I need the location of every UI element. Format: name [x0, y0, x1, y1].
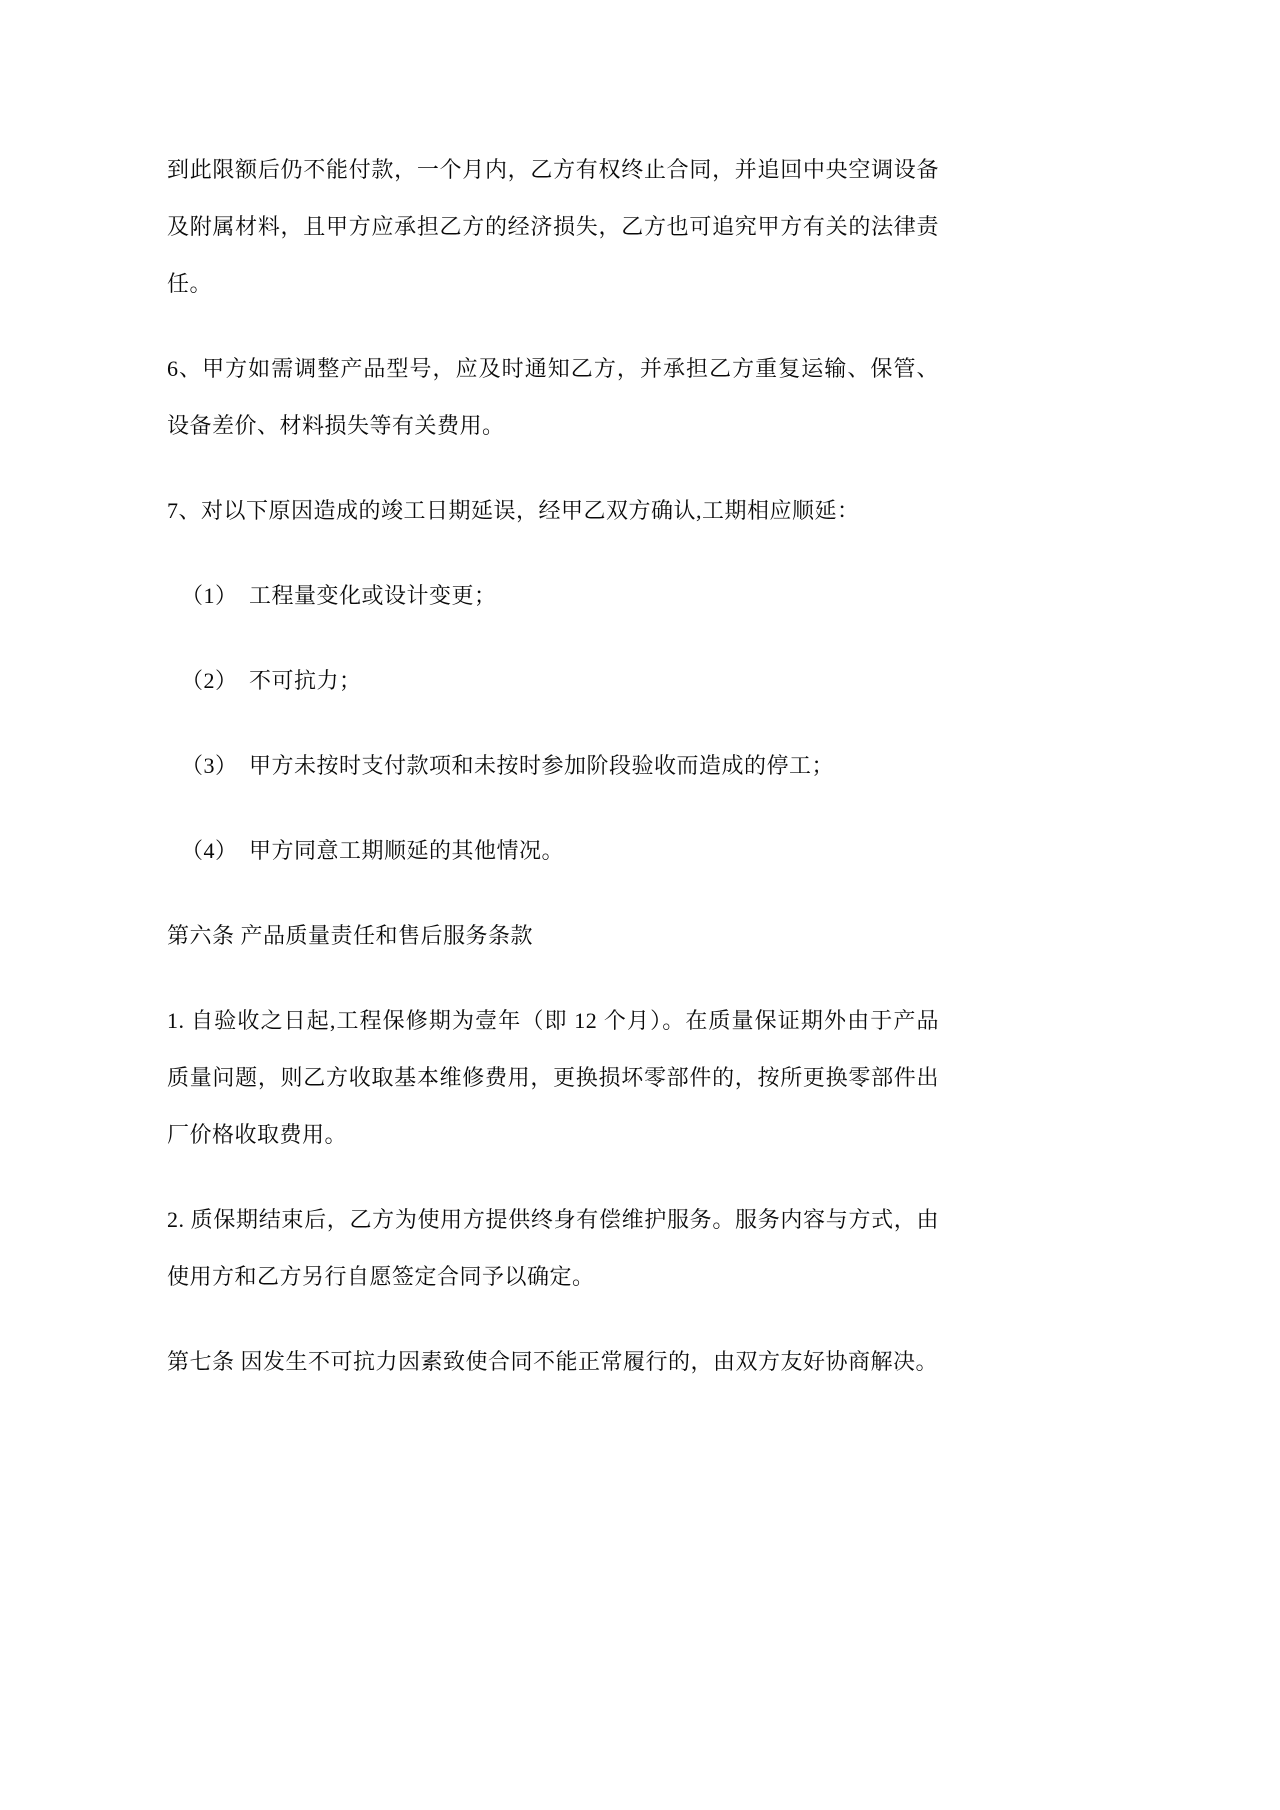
paragraph-payment-breach-clause: 到此限额后仍不能付款，一个月内，乙方有权终止合同，并追回中央空调设备及附属材料，且甲方应承担乙方的经济损失，乙方也可追究甲方有关的法律责任。 [167, 157, 939, 296]
section-heading-article-6: 第六条 产品质量责任和售后服务条款 [167, 923, 534, 948]
paragraph-clause-6-model-adjustment: 6、甲方如需调整产品型号，应及时通知乙方，并承担乙方重复运输、保管、设备差价、材料损失等有关费用。 [167, 356, 939, 438]
list-item-1-scope-change: （1） 工程量变化或设计变更； [181, 583, 497, 608]
paragraph-article-7-force-majeure: 第七条 因发生不可抗力因素致使合同不能正常履行的，由双方友好协商解决。 [167, 1349, 939, 1374]
paragraph-clause-7-schedule-delay: 7、对以下原因造成的竣工日期延误，经甲乙双方确认,工期相应顺延： [167, 498, 860, 523]
list-item-3-late-payment-stoppage: （3） 甲方未按时支付款项和未按时参加阶段验收而造成的停工； [181, 753, 835, 778]
list-item-4-other-agreed-extension: （4） 甲方同意工期顺延的其他情况。 [181, 838, 565, 863]
paragraph-post-warranty-service: 2. 质保期结束后，乙方为使用方提供终身有偿维护服务。服务内容与方式，由使用方和乙方另行自愿签定合同予以确定。 [167, 1207, 939, 1289]
paragraph-warranty-period: 1. 自验收之日起,工程保修期为壹年（即 12 个月）。在质量保证期外由于产品质量问题，则乙方收取基本维修费用，更换损坏零部件的，按所更换零部件出厂价格收取费用。 [167, 1008, 939, 1147]
list-item-2-force-majeure: （2） 不可抗力； [181, 668, 362, 693]
